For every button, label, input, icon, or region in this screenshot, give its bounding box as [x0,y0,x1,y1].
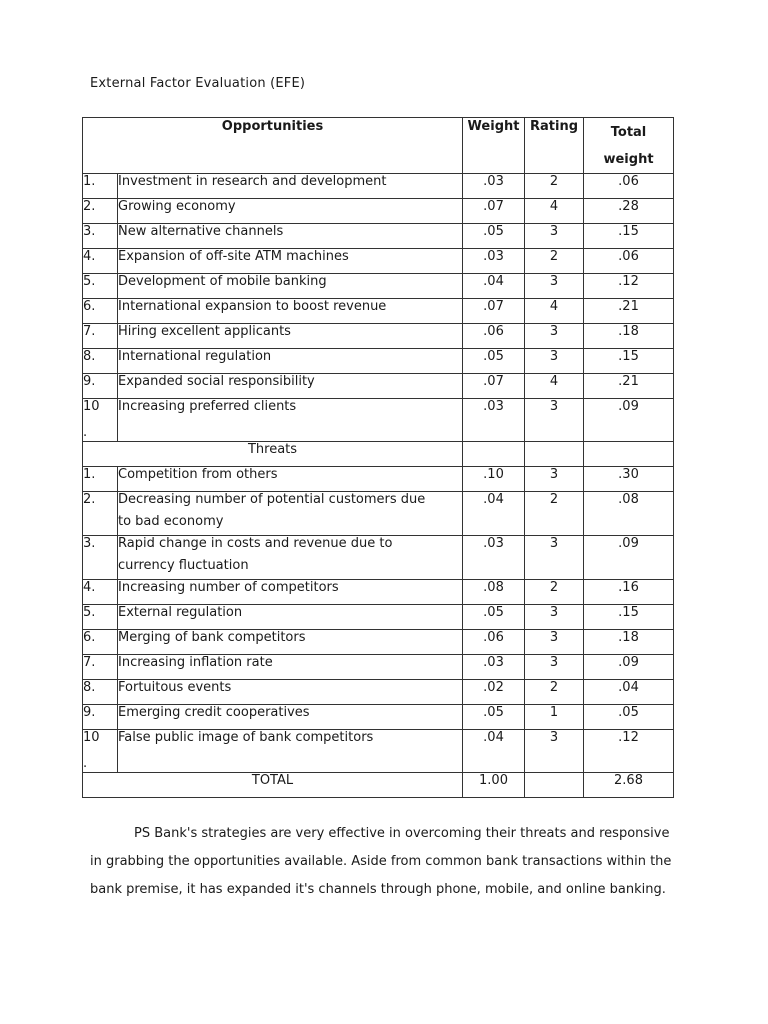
row-number-text: 2. [83,492,96,507]
weight-cell: .07 [463,374,525,399]
row-number-suffix: . [83,425,88,440]
row-number [83,630,118,655]
empty-cell [463,442,525,467]
table-row [83,374,674,399]
factor-cell [118,655,463,680]
table-row [83,580,674,605]
rating-cell: 3 [525,730,584,773]
total-weight-cell: .12 [584,730,674,773]
weight-cell: .03 [463,249,525,274]
row-number [83,536,118,580]
factor-cell [118,374,463,399]
total-weight-cell: .09 [584,536,674,580]
total-label: TOTAL [83,773,463,798]
rating-cell: 3 [525,224,584,249]
total-weight-header-line1: Total [610,125,647,140]
table-row [83,224,674,249]
factor-cell [118,299,463,324]
row-number [83,274,118,299]
factor-cell [118,199,463,224]
rating-cell: 4 [525,299,584,324]
factor-cell [118,224,463,249]
factor-cell [118,630,463,655]
rating-cell: 3 [525,324,584,349]
total-weight-cell: .16 [584,580,674,605]
row-number-text: 4. [83,580,96,595]
factor-text: New alternative channels [118,224,284,239]
total-weight-cell: .28 [584,199,674,224]
total-weight-cell: .06 [584,174,674,199]
rating-cell: 3 [525,467,584,492]
weight-cell: .05 [463,349,525,374]
rating-cell: 2 [525,174,584,199]
weight-cell: .07 [463,199,525,224]
row-number-text: 9. [83,374,96,389]
weight-cell: .04 [463,492,525,536]
row-number [83,249,118,274]
factor-text-line2: to bad economy [118,514,224,529]
factor-text: False public image of bank competitors [118,730,374,745]
table-row [83,274,674,299]
total-weight-cell: .09 [584,655,674,680]
factor-text: International expansion to boost revenue [118,299,387,314]
analysis-paragraph [90,820,680,904]
total-weight-cell: .05 [584,705,674,730]
row-number [83,492,118,536]
total-weight-header [584,118,674,174]
rating-header: Rating [525,118,584,174]
page-title: External Factor Evaluation (EFE) [90,76,306,91]
factor-text-line2: currency fluctuation [118,558,249,573]
rating-cell: 2 [525,680,584,705]
weight-header: Weight [463,118,525,174]
factor-text: Increasing number of competitors [118,580,339,595]
table-row [83,655,674,680]
factor-text: External regulation [118,605,243,620]
row-number [83,224,118,249]
row-number [83,655,118,680]
total-weight-cell: .09 [584,399,674,442]
row-number [83,730,118,773]
table-row [83,536,674,580]
factor-cell [118,580,463,605]
weight-cell: .06 [463,630,525,655]
total-weight-cell: .21 [584,299,674,324]
weight-cell: .04 [463,274,525,299]
factor-cell [118,680,463,705]
factor-cell [118,705,463,730]
row-number-text: 3. [83,536,96,551]
rating-cell: 4 [525,199,584,224]
total-row [83,773,674,798]
weight-cell: .10 [463,467,525,492]
empty-cell [584,442,674,467]
weight-cell: .05 [463,605,525,630]
factor-text: Decreasing number of potential customers due [118,492,426,507]
row-number-text: 2. [83,199,96,214]
factor-text: Increasing preferred clients [118,399,297,414]
rating-cell: 3 [525,274,584,299]
row-number [83,467,118,492]
table-row [83,174,674,199]
row-number-suffix: . [83,756,88,771]
weight-cell: .04 [463,730,525,773]
total-weight-header-line2: weight [603,152,654,167]
table-row [83,349,674,374]
total-weight-cell: .15 [584,605,674,630]
row-number-text: 6. [83,299,96,314]
row-number [83,174,118,199]
row-number-text: 5. [83,605,96,620]
rating-cell: 3 [525,655,584,680]
factor-text: Fortuitous events [118,680,232,695]
row-number-text: 1. [83,467,96,482]
factor-text: Emerging credit cooperatives [118,705,310,720]
table-row [83,705,674,730]
table-row [83,467,674,492]
row-number-text: 7. [83,655,96,670]
total-weight-cell: .04 [584,680,674,705]
row-number [83,299,118,324]
efe-table [82,117,674,798]
table-row [83,399,674,442]
total-weight-cell: .15 [584,224,674,249]
weight-cell: .08 [463,580,525,605]
factor-cell [118,730,463,773]
weight-cell: .03 [463,174,525,199]
factor-cell [118,492,463,536]
factor-text: Growing economy [118,199,236,214]
row-number [83,680,118,705]
total-weight-cell: .08 [584,492,674,536]
table-row [83,324,674,349]
row-number-text: 3. [83,224,96,239]
opportunities-header: Opportunities [83,118,463,174]
weight-cell: .05 [463,224,525,249]
analysis-paragraph-text: PS Bank's strategies are very effective in overcoming their threats and responsive in grabbing the opportunities available. Aside from common bank transactions within the bank premise, it has expanded it's channels through phone, mobile, and online banking. [90,826,672,897]
total-weighted-score: 2.68 [584,773,674,798]
factor-text: Investment in research and development [118,174,387,189]
total-weight-cell: .21 [584,374,674,399]
weight-cell: .02 [463,680,525,705]
total-weight-sum: 1.00 [463,773,525,798]
threats-section-row [83,442,674,467]
row-number-text: 8. [83,680,96,695]
row-number-text: 5. [83,274,96,289]
rating-cell: 2 [525,249,584,274]
factor-cell [118,536,463,580]
table-row [83,730,674,773]
table-row [83,249,674,274]
factor-cell [118,324,463,349]
row-number [83,705,118,730]
factor-text: Merging of bank competitors [118,630,306,645]
row-number [83,349,118,374]
factor-text: Hiring excellent applicants [118,324,291,339]
rating-cell: 3 [525,349,584,374]
weight-cell: .06 [463,324,525,349]
row-number-text: 9. [83,705,96,720]
row-number-text: 7. [83,324,96,339]
row-number [83,324,118,349]
factor-text: Increasing inflation rate [118,655,273,670]
empty-cell [525,773,584,798]
factor-text: Competition from others [118,467,278,482]
rating-cell: 2 [525,580,584,605]
row-number-text: 6. [83,630,96,645]
row-number-text: 10 [83,399,100,414]
weight-cell: .03 [463,399,525,442]
factor-cell [118,174,463,199]
weight-cell: .05 [463,705,525,730]
factor-text: Expanded social responsibility [118,374,315,389]
weight-cell: .03 [463,536,525,580]
rating-cell: 2 [525,492,584,536]
factor-text: Expansion of off-site ATM machines [118,249,349,264]
rating-cell: 3 [525,605,584,630]
threats-header: Threats [83,442,463,467]
factor-text: International regulation [118,349,272,364]
weight-cell: .03 [463,655,525,680]
row-number-text: 10 [83,730,100,745]
factor-cell [118,349,463,374]
row-number [83,580,118,605]
factor-text: Rapid change in costs and revenue due to [118,536,393,551]
table-row [83,492,674,536]
total-weight-cell: .18 [584,630,674,655]
rating-cell: 3 [525,399,584,442]
row-number-text: 1. [83,174,96,189]
table-row [83,680,674,705]
row-number-text: 4. [83,249,96,264]
table-row [83,605,674,630]
row-number [83,199,118,224]
total-weight-cell: .18 [584,324,674,349]
factor-cell [118,274,463,299]
weight-cell: .07 [463,299,525,324]
table-row [83,630,674,655]
empty-cell [525,442,584,467]
total-weight-cell: .30 [584,467,674,492]
factor-text: Development of mobile banking [118,274,327,289]
row-number-text: 8. [83,349,96,364]
rating-cell: 1 [525,705,584,730]
factor-cell [118,467,463,492]
table-row [83,199,674,224]
factor-cell [118,399,463,442]
rating-cell: 4 [525,374,584,399]
total-weight-cell: .15 [584,349,674,374]
rating-cell: 3 [525,630,584,655]
row-number [83,605,118,630]
rating-cell: 3 [525,536,584,580]
factor-cell [118,249,463,274]
total-weight-cell: .06 [584,249,674,274]
row-number [83,374,118,399]
factor-cell [118,605,463,630]
row-number [83,399,118,442]
table-header-row [83,118,674,174]
total-weight-cell: .12 [584,274,674,299]
table-row [83,299,674,324]
